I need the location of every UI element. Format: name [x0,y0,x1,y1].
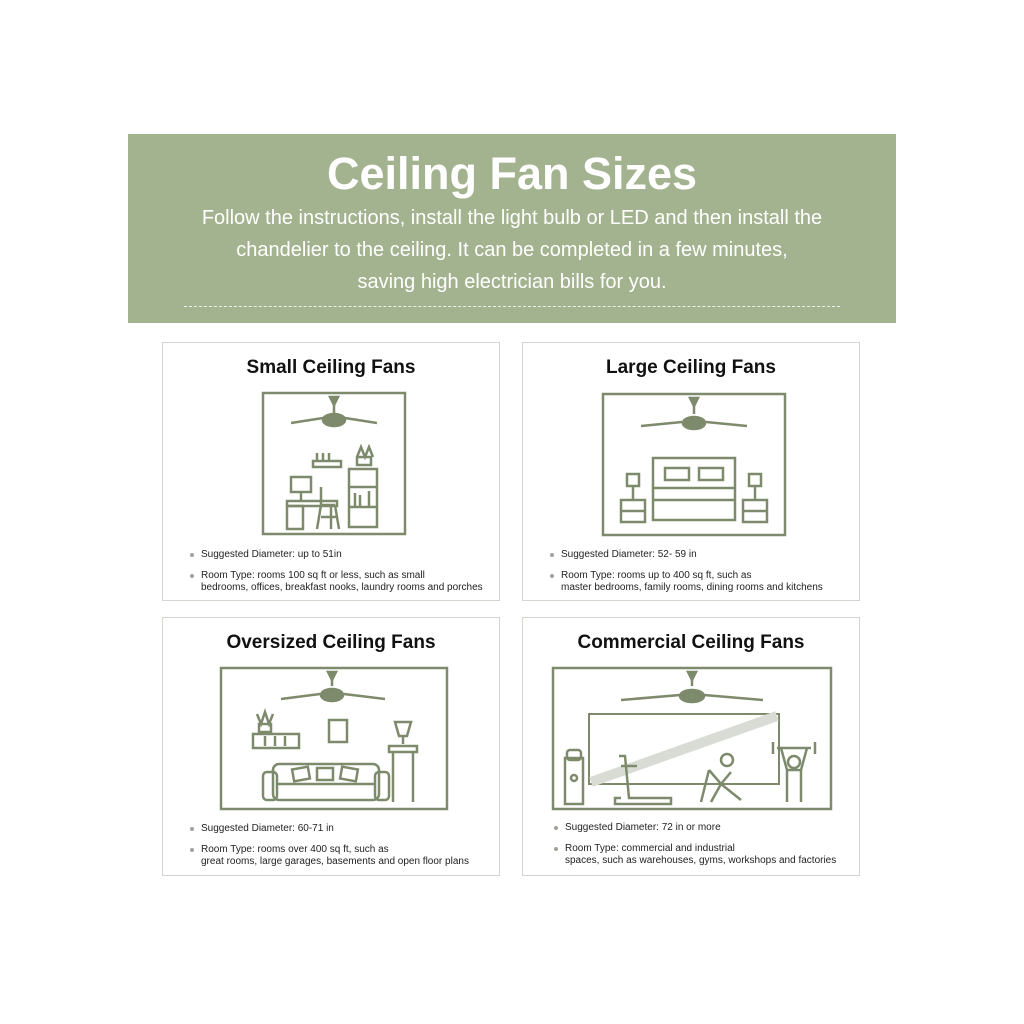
card-title: Commercial Ceiling Fans [577,632,805,653]
bedroom-icon [601,392,787,538]
card-details [551,822,849,876]
bullet-icon [554,826,558,830]
list-item [187,844,489,868]
header-banner [128,134,896,323]
bullet-icon [190,574,194,578]
diameter-text: Suggested Diameter: up to 51in [201,549,342,560]
diameter-text: Suggested Diameter: 60-71 in [201,823,334,834]
card-small-ceiling-fans [162,342,500,601]
bullet-icon [554,847,558,851]
list-item [187,823,489,835]
room-type-text: Room Type: rooms over 400 sq ft, such as great rooms, large garages, basements and open floor plans [201,844,469,867]
list-item [547,549,849,561]
bullet-icon [190,848,194,852]
list-item [551,822,849,834]
card-oversized-ceiling-fans [162,617,500,876]
page-subtitle: Follow the instructions, install the light bulb or LED and then install the chandelier to the ceiling. It can be completed in a few minutes, saving high electrician bills for you. [201,207,823,293]
room-type-text: Room Type: commercial and industrial spaces, such as warehouses, gyms, workshops and factories [565,843,837,866]
card-details [547,549,849,603]
bullet-icon [550,574,554,578]
room-type-text: Room Type: rooms up to 400 sq ft, such as master bedrooms, family rooms, dining rooms and kitchens [561,570,823,593]
living-room-icon [219,666,449,812]
banner-divider [184,306,840,307]
list-item [547,570,849,594]
card-large-ceiling-fans [522,342,860,601]
diameter-text: Suggested Diameter: 52- 59 in [561,549,697,560]
list-item [187,570,489,594]
card-details [187,549,489,603]
card-title: Small Ceiling Fans [246,357,416,378]
gym-icon [551,666,833,812]
bullet-icon [550,553,554,557]
list-item [551,843,849,867]
card-title: Large Ceiling Fans [606,357,776,378]
bullet-icon [190,553,194,557]
card-commercial-ceiling-fans [522,617,860,876]
page-title: Ceiling Fan Sizes [326,148,698,199]
list-item [187,549,489,561]
small-room-office-icon [261,391,407,537]
bullet-icon [190,827,194,831]
room-type-text: Room Type: rooms 100 sq ft or less, such as small bedrooms, offices, breakfast nooks, laundry rooms and porches [201,570,483,593]
card-details [187,823,489,877]
diameter-text: Suggested Diameter: 72 in or more [565,822,721,833]
card-title: Oversized Ceiling Fans [226,632,436,653]
